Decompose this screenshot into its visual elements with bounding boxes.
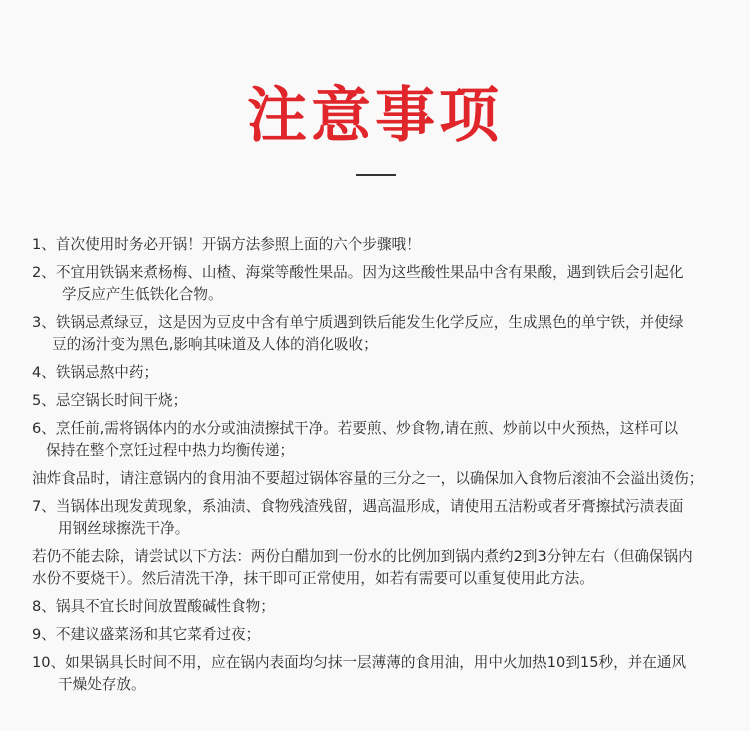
note-line: 10、如果锅具长时间不用，应在锅内表面均匀抹一层薄薄的食用油，用中火加热10到15秒，并在通风 (32, 654, 687, 671)
note-line: 6、烹任前,需将锅体内的水分或油渍擦拭干净。若要煎、炒食物,请在煎、炒前以中火预热，这样可以 (32, 420, 679, 437)
note-line: 5、忌空锅长时间干烧； (32, 392, 188, 409)
title-divider (356, 174, 396, 176)
note-line: 学反应产生低铁化合物。 (62, 286, 223, 303)
page-title: 注意事项 (247, 81, 503, 151)
notes-list (32, 234, 724, 696)
note-line: 1、首次使用时务必开锅！开锅方法参照上面的六个步骤哦！ (32, 236, 421, 253)
note-line: 4、铁锅忌熬中药； (32, 364, 159, 381)
note-line: 豆的汤汁变为黑色,影响其味道及人体的消化吸收； (52, 336, 378, 353)
note-line: 保持在整个烹饪过程中热力均衡传递； (46, 442, 295, 459)
note-line: 2、不宜用铁锅来煮杨梅、山楂、海棠等酸性果品。因为这些酸性果品中含有果酸，遇到铁后会引起化 (32, 264, 684, 281)
note-line: 7、当锅体出现发黄现象，系油渍、食物残渣残留，遇高温形成，请使用五洁粉或者牙膏擦拭污渍表面 (32, 498, 684, 515)
note-line: 8、锅具不宜长时间放置酸碱性食物； (32, 598, 275, 615)
note-line: 3、铁锅忌煮绿豆，这是因为豆皮中含有单宁质遇到铁后能发生化学反应，生成黑色的单宁铁，并使绿 (32, 314, 684, 331)
note-line: 水份不要烧干）。然后清洗干净，抹干即可正常使用，如若有需要可以重复使用此方法。 (32, 570, 594, 587)
note-line: 用钢丝球擦洗干净。 (58, 520, 190, 537)
note-line: 油炸食品时，请注意锅内的食用油不要超过锅体容量的三分之一，以确保加入食物后滚油不会溢出烫伤； (32, 470, 704, 487)
note-line: 干燥处存放。 (58, 676, 146, 693)
note-line: 9、不建议盛菜汤和其它菜肴过夜； (32, 626, 261, 643)
note-line: 若仍不能去除，请尝试以下方法：两份白醋加到一份水的比例加到锅内煮约2到3分钟左右（但确保锅内 (32, 548, 693, 565)
